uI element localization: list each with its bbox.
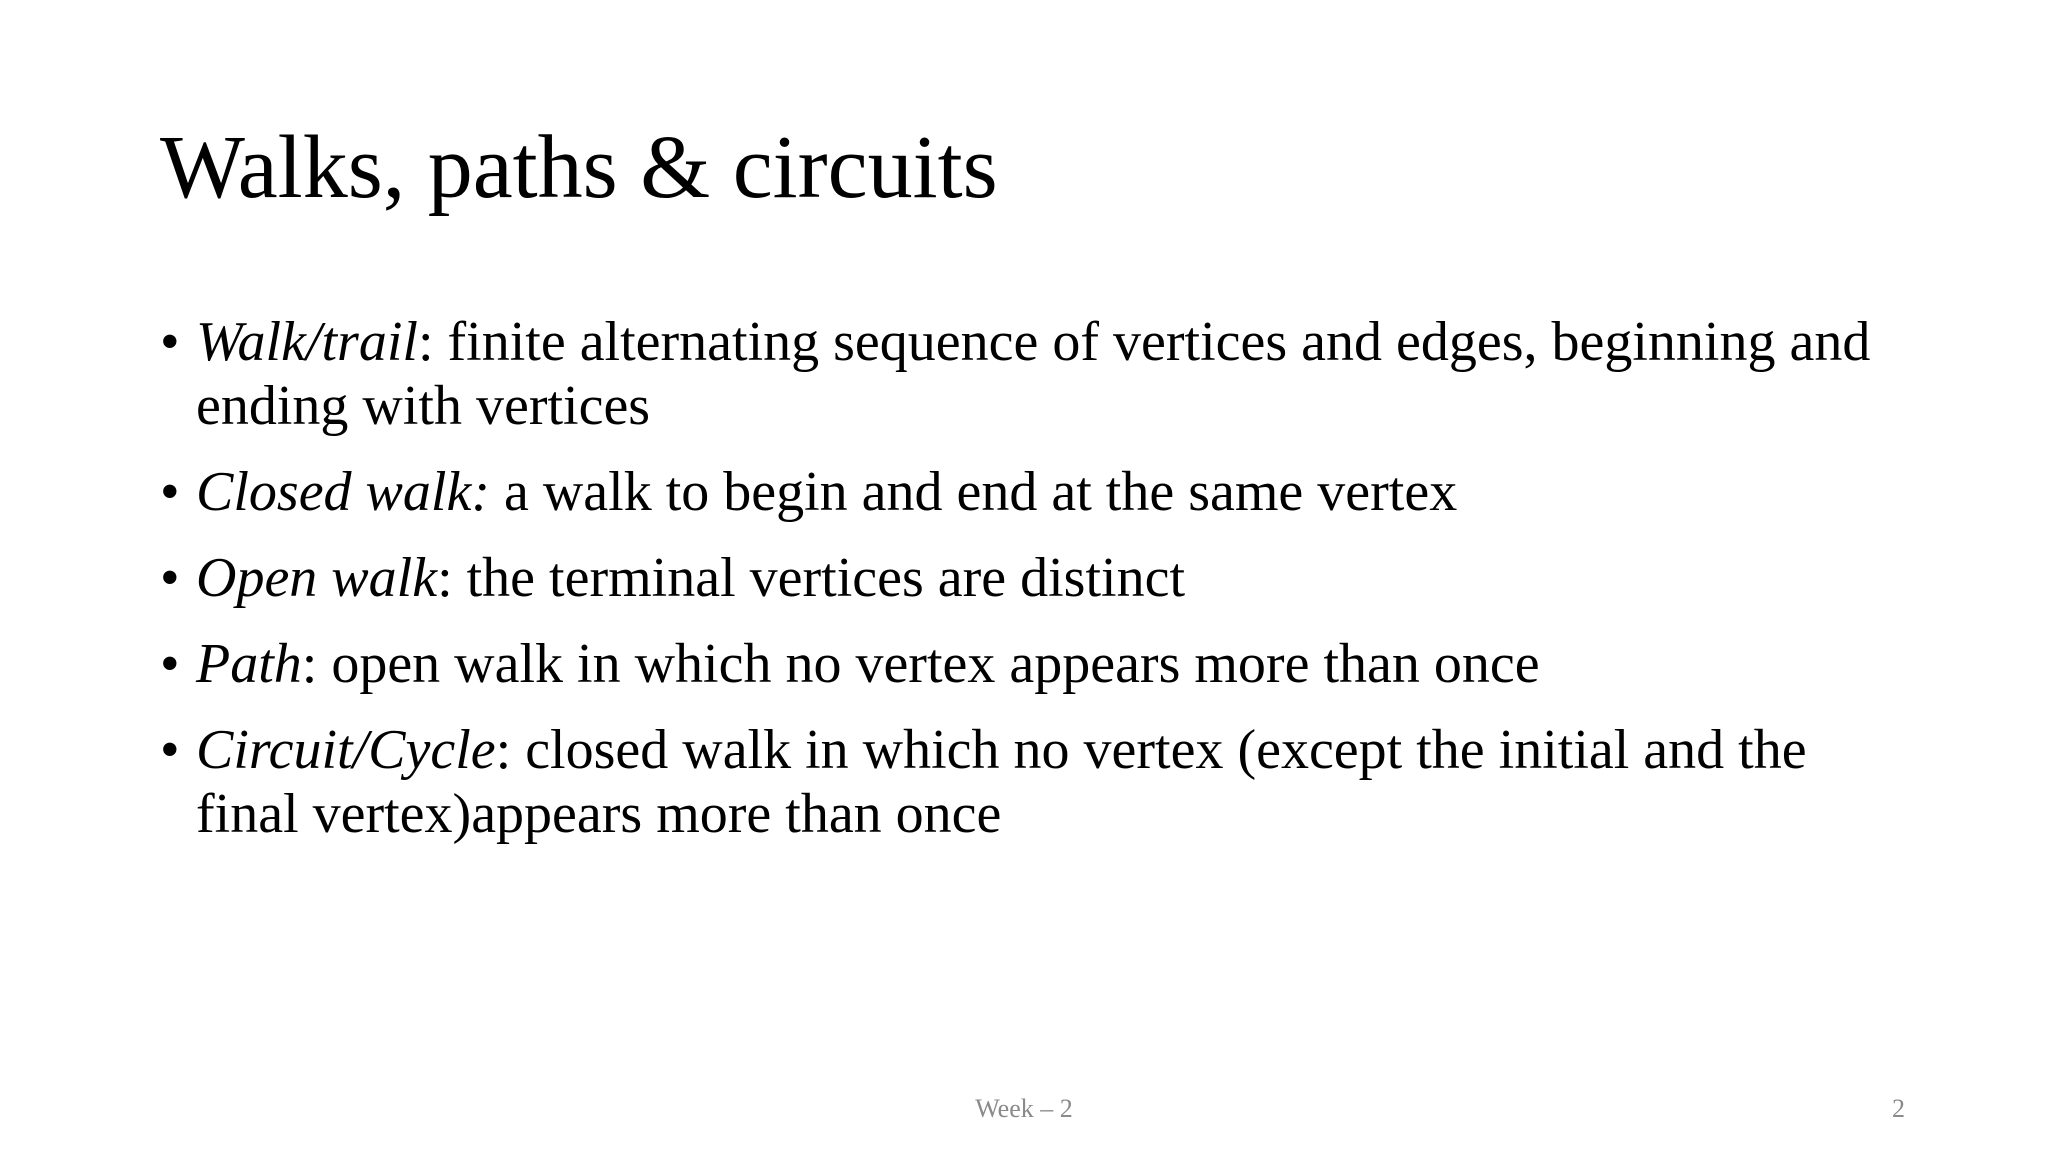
bullet-term: Closed walk: — [196, 461, 490, 523]
bullet-text: : open walk in which no vertex appears more than once — [301, 633, 1540, 695]
bullet-icon: • — [160, 311, 180, 373]
bullet-list — [160, 310, 1920, 868]
slide-title: Walks, paths & circuits — [160, 118, 998, 217]
bullet-item-path — [160, 632, 1920, 696]
footer-page-number: 2 — [1892, 1094, 1905, 1123]
bullet-icon: • — [160, 547, 180, 609]
bullet-item-open-walk — [160, 546, 1920, 610]
bullet-text: : finite alternating sequence of vertices and edges, beginning and ending with vertices — [196, 311, 1871, 437]
bullet-icon: • — [160, 633, 180, 695]
bullet-item-closed-walk — [160, 460, 1920, 524]
bullet-term: Open walk — [196, 547, 438, 609]
bullet-text: : closed walk in which no vertex (except the initial and the final vertex)appears more than once — [196, 719, 1807, 845]
bullet-item-walk-trail — [160, 310, 1920, 438]
bullet-term: Path — [196, 633, 302, 695]
bullet-term: Walk/trail — [196, 311, 418, 373]
footer-week-label: Week – 2 — [975, 1094, 1073, 1123]
bullet-term: Circuit/Cycle — [196, 719, 496, 781]
bullet-icon: • — [160, 719, 180, 781]
bullet-text: : the terminal vertices are distinct — [437, 547, 1185, 609]
bullet-icon: • — [160, 461, 180, 523]
bullet-text: a walk to begin and end at the same vertex — [489, 461, 1458, 523]
bullet-item-circuit-cycle — [160, 718, 1920, 846]
